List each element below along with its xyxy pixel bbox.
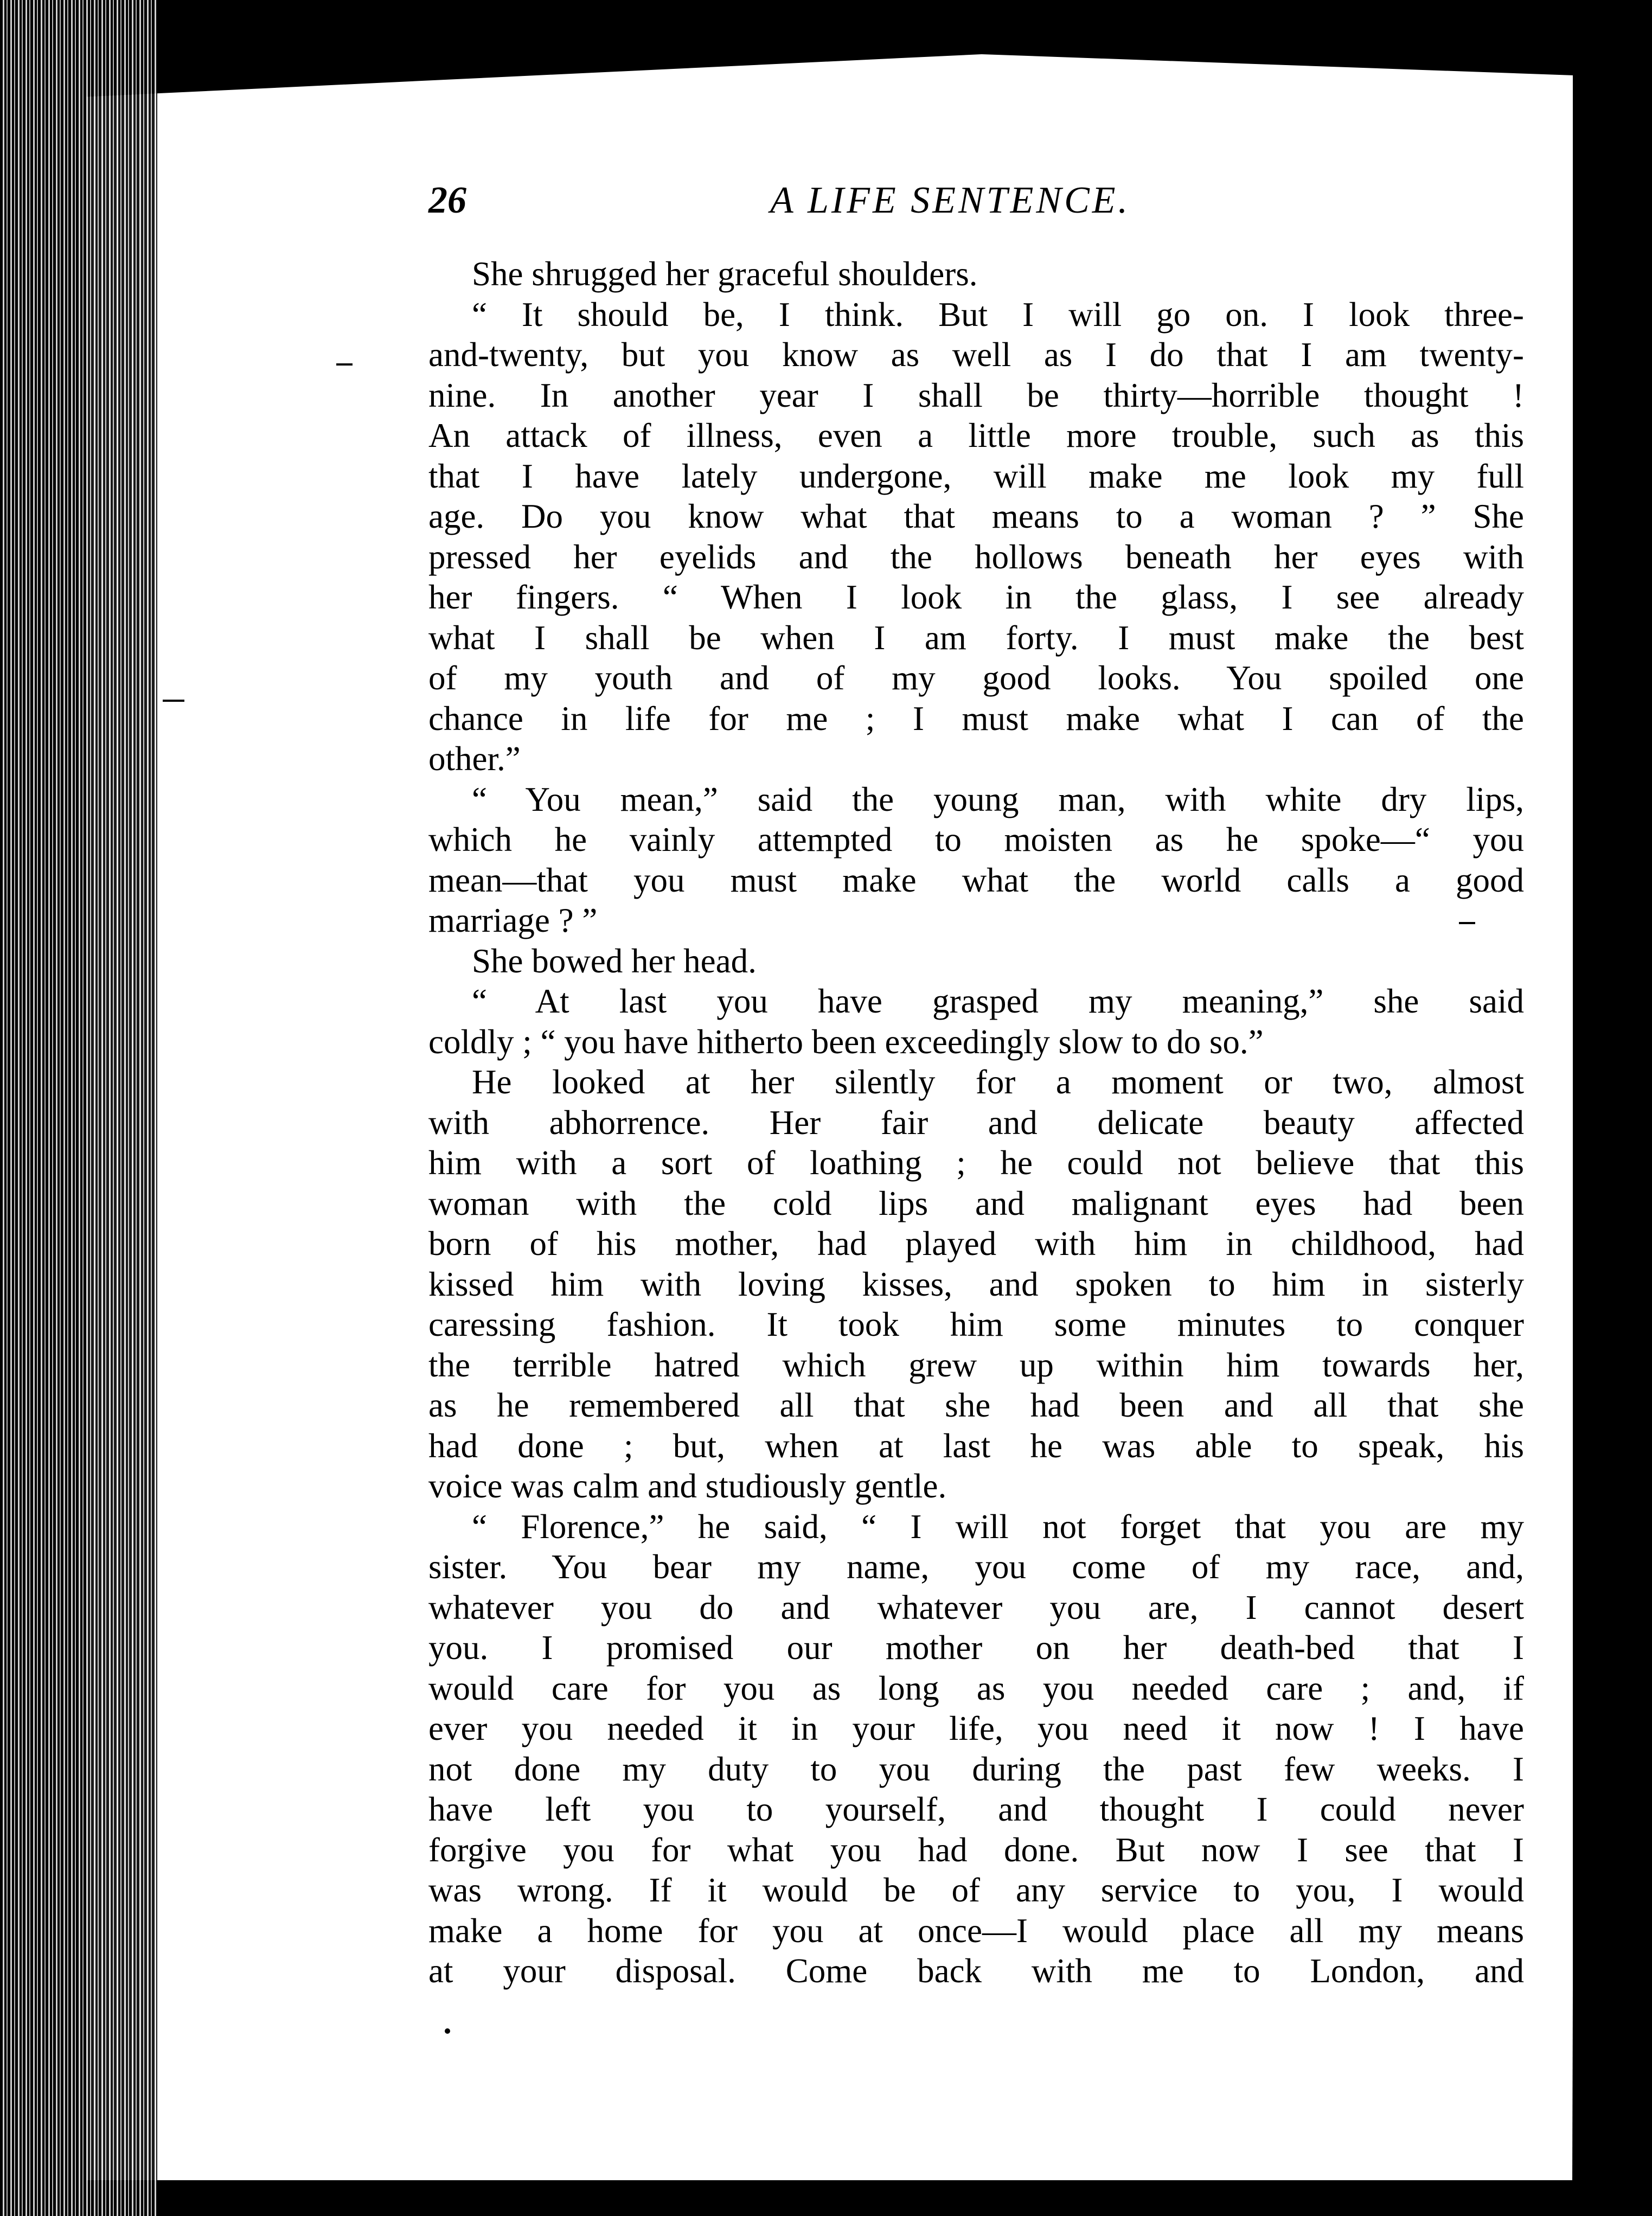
text-line: make a home for you at once—I would place all my means [428,1911,1524,1950]
text-line: as he remembered all that she had been and all that she [428,1386,1524,1424]
text-line: the terrible hatred which grew up within him towards her, [428,1346,1524,1384]
text-line: what I shall be when I am forty. I must make the best [428,618,1524,657]
text-line: would care for you as long as you needed care ; and, if [428,1669,1524,1707]
scan-speck [445,2028,450,2034]
text-line: whatever you do and whatever you are, I cannot desert [428,1588,1524,1626]
text-line: other.” [428,740,521,778]
text-line: mean—that you must make what the world calls a good [428,861,1524,899]
scan-speck [163,700,184,702]
text-line: sister. You bear my name, you come of my race, and, [428,1548,1524,1586]
text-line: that I have lately undergone, will make me look my full [428,457,1524,495]
text-line: chance in life for me ; I must make what I can of the [428,699,1524,738]
page-header [428,179,1546,228]
body-text [428,254,1524,1991]
text-line: have left you to yourself, and thought I could never [428,1790,1524,1828]
text-line: with abhorrence. Her fair and delicate beauty affected [428,1103,1524,1142]
scan-speck [1459,922,1475,924]
text-line: him with a sort of loathing ; he could not believe that this [428,1144,1524,1182]
text-line: born of his mother, had played with him in childhood, had [428,1225,1524,1263]
text-line: nine. In another year I shall be thirty—horrible thought ! [428,376,1524,414]
text-line: kissed him with loving kisses, and spoken to him in sisterly [428,1265,1524,1303]
text-line: age. Do you know what that means to a woman ? ” She [428,497,1524,535]
text-line: was wrong. If it would be of any service to you, I would [428,1871,1524,1909]
text-line: She shrugged her graceful shoulders. [472,255,978,293]
text-line: “ At last you have grasped my meaning,” she said [472,982,1524,1020]
text-line: “ You mean,” said the young man, with white dry lips, [472,780,1524,818]
text-line: coldly ; “ you have hitherto been exceedingly slow to do so.” [428,1022,1264,1061]
text-line: “ It should be, I think. But I will go on. I look three- [472,295,1524,334]
text-line: voice was calm and studiously gentle. [428,1467,947,1505]
scan-speck [336,363,353,366]
text-line: which he vainly attempted to moisten as he spoke—“ you [428,821,1524,859]
page-number: 26 [428,180,466,221]
text-line: you. I promised our mother on her death-bed that I [428,1629,1524,1667]
text-line: marriage ? ” [428,901,598,939]
text-line: forgive you for what you had done. But now I see that I [428,1830,1524,1869]
scan-speck [1573,488,1584,490]
text-line: He looked at her silently for a moment or two, almost [472,1063,1524,1101]
text-line: pressed her eyelids and the hollows beneath her eyes with [428,537,1524,576]
text-line: and-twenty, but you know as well as I do that I am twenty- [428,336,1524,374]
text-line: She bowed her head. [472,942,757,980]
text-line: her fingers. “ When I look in the glass, I see already [428,578,1524,616]
text-line: An attack of illness, even a little more trouble, such as this [428,417,1524,454]
text-line: woman with the cold lips and malignant eyes had been [428,1184,1524,1222]
text-line: not done my duty to you during the past few weeks. I [428,1750,1524,1788]
scanner-edge [1573,33,1652,2216]
text-line: at your disposal. Come back with me to London, and [428,1952,1524,1990]
text-line: had done ; but, when at last he was able to speak, his [428,1426,1524,1465]
book-gutter-shadow [0,0,157,2216]
text-line: caressing fashion. It took him some minutes to conquer [428,1305,1524,1343]
text-line: “ Florence,” he said, “ I will not forget that you are my [472,1507,1524,1546]
text-line: of my youth and of my good looks. You spoiled one [428,659,1524,697]
running-title: A LIFE SENTENCE. [770,180,1131,221]
text-line: ever you needed it in your life, you need it now ! I have [428,1709,1524,1747]
